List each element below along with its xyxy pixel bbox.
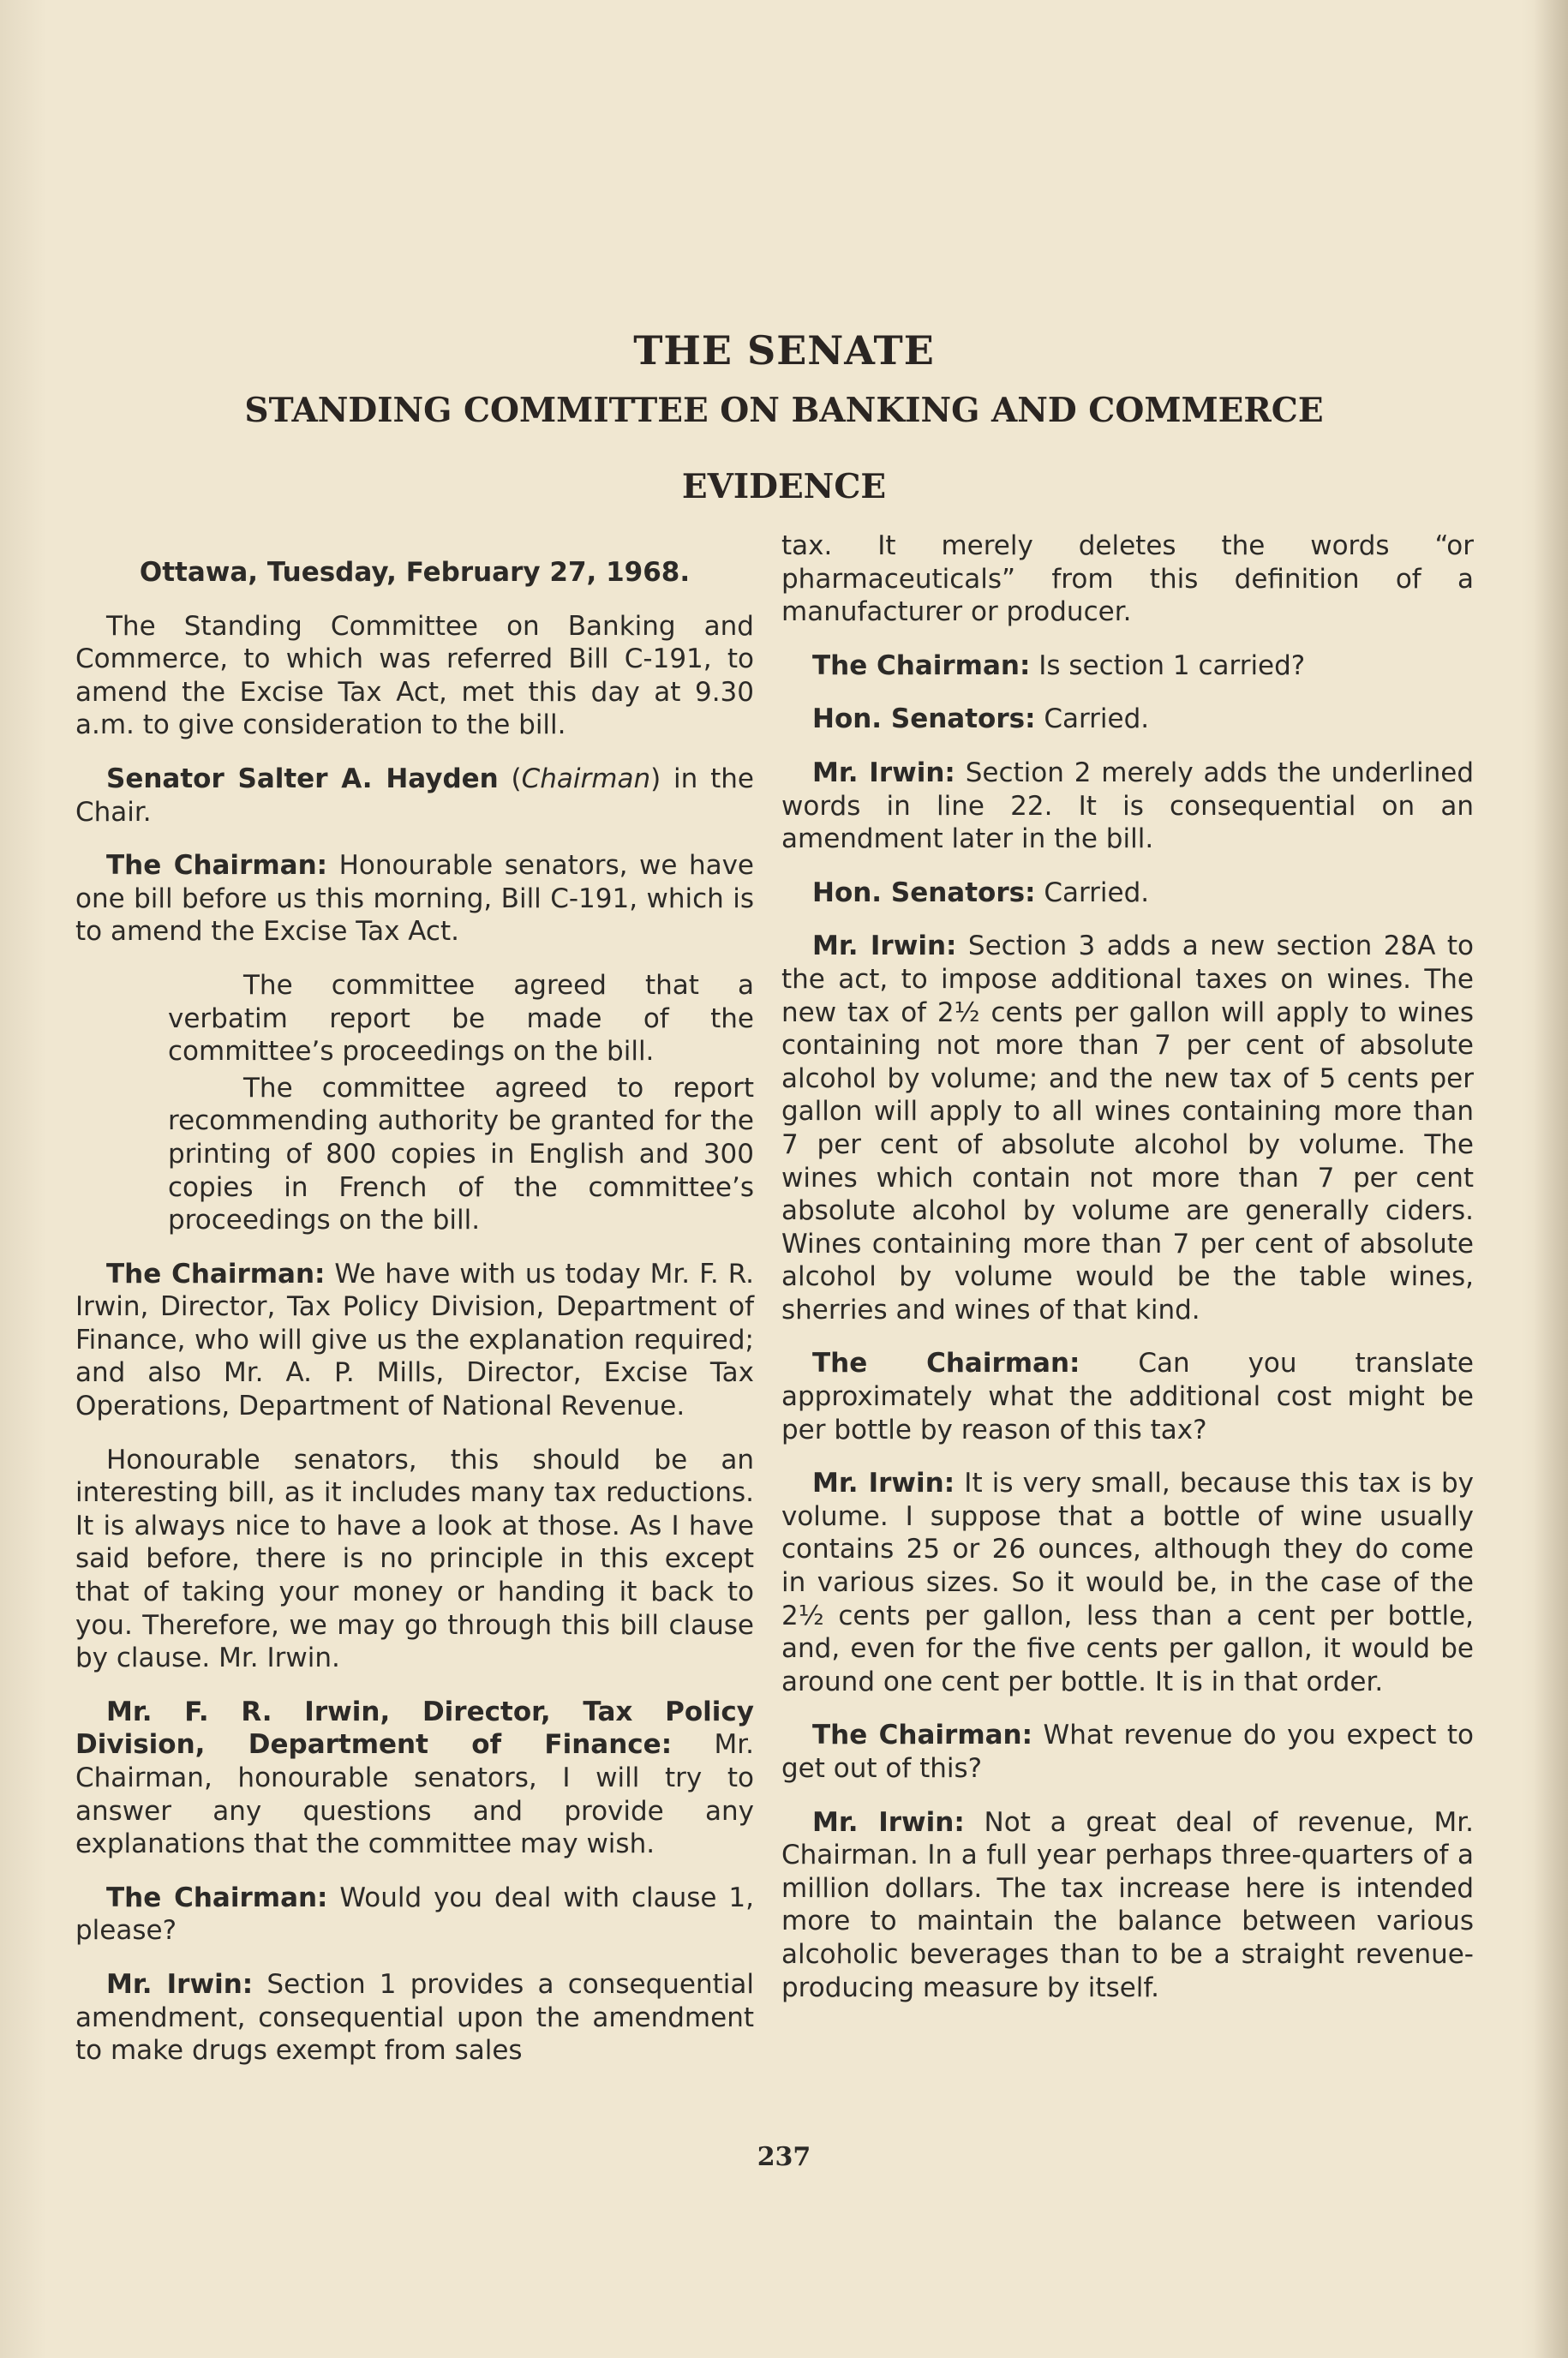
paragraph-text: Is section 1 carried? [1038,649,1306,681]
paragraph-text: in the Chair. [75,763,754,828]
right-column [781,530,1474,2025]
speaker: The Chairman: [812,1348,1080,1379]
paragraph [781,877,1474,910]
paragraph-text: Would you deal with clause 1, please? [75,1882,754,1947]
paragraph-text: The Standing Committee on Banking and Commerce, to which was referred Bill C-191, to amend the Excise Tax Act, met this day at 9.30 a.m. to give consideration to the bill. [75,610,754,741]
speaker: Mr. F. R. Irwin, Director, Tax Policy Division, Department of Finance: [75,1696,754,1761]
paragraph [75,1696,754,1861]
paragraph-text: Section 2 merely adds the underlined words in line 22. It is consequential on an amendment later in the bill. [781,757,1475,855]
paragraph [75,849,754,949]
paragraph [781,649,1474,683]
paragraph [781,1467,1474,1698]
paragraph [781,757,1474,856]
paragraph: Senator Salter A. Hayden (Chairman) in the Chair. [75,763,754,828]
paragraph-text: It is very small, because this tax is by volume. I suppose that a bottle of wine usually contains 25 or 26 ounces, although they do come in various sizes. So it would be, in the case of the 2½ cents per gallon, less than a cent per bottle, and, even for the five cents per gallon, it would be around one cent per bottle. It is in that order. [781,1468,1474,1697]
section-heading: EVIDENCE [681,467,887,506]
show-through-reverse-side [0,0,1568,531]
speaker: The Chairman: [106,850,328,882]
paragraph [781,1719,1474,1785]
document-title: THE SENATE [633,327,935,374]
paragraph-text: Section 1 provides a consequential amendment, consequential upon the amendment to make drugs exempt from sales [75,1968,755,2067]
paragraph [781,1806,1474,2005]
page-number: 237 [757,2142,811,2172]
paragraph-text: We have with us today Mr. F. R. Irwin, Director, Tax Policy Division, Department of Finance, who will give us the explanation required; and also Mr. A. P. Mills, Director, Excise Tax Operations, Department of National Revenue. [75,1258,754,1422]
paragraph-text: Mr. Chairman, honourable senators, I will try to answer any questions and provide any explanations that the committee may wish. [75,1729,755,1860]
paragraph [75,1882,754,1948]
speaker: The Chairman: [106,1882,328,1913]
paragraph [75,610,754,742]
paragraph-text: Not a great deal of revenue, Mr. Chairman. In a full year perhaps three-quarters of a million dollars. The tax increase here is intended more to maintain the balance between various alcoholic beverages than to be a straight revenue-producing measure by itself. [781,1806,1474,2003]
paragraph-text: Carried. [1044,703,1150,735]
paragraph-text: Section 3 adds a new section 28A to the act, to impose additional taxes on wines. The new tax of 2½ cents per gallon will apply to wines containing not more than 7 per cent of absolute alcohol by volume; and the new tax of 5 cents per gallon will apply to all wines containing more than 7 per cent of absolute alcohol by volume. The wines which contain not more than 7 per cent absolute alcohol by volume are generally ciders. Wines containing more than 7 per cent of absolute alcohol by volume would be the table wines, sherries and wines of that kind. [781,931,1475,1326]
speaker: Mr. Irwin: [812,1468,955,1499]
speaker: The Chairman: [812,649,1031,681]
paragraph [75,1258,754,1423]
speaker: Mr. Irwin: [812,1806,965,1838]
dateline: Ottawa, Tuesday, February 27, 1968. [139,557,691,588]
paragraph-text: What revenue do you expect to get out of this? [781,1720,1474,1784]
paragraph-text: Can you translate approximately what the additional cost might be per bottle by reason of this tax? [781,1348,1474,1445]
paragraph [75,1968,754,2068]
page-edge-shadow [1534,0,1568,2358]
paragraph [781,1347,1474,1446]
paragraph [781,930,1474,1326]
speaker: Mr. Irwin: [812,757,955,788]
paragraph: Honourable senators, this should be an interesting bill, as it includes many tax reductions. It is always nice to have a look at those. As I have said before, there is no principle in this except that of taking your money or handing it back to you. Therefore, we may go through this bill clause by clause. Mr. Irwin. [75,1444,754,1674]
speaker: The Chairman: [106,1258,326,1290]
speaker: The Chairman: [812,1720,1033,1751]
paragraph: tax. It merely deletes the words “or pharmaceuticals” from this definition of a manufacturer or producer. [781,530,1474,628]
paragraph-text: Honourable senators, we have one bill before us this morning, Bill C-191, which is to amend the Excise Tax Act. [75,850,755,948]
committee-resolution: The committee agreed that a verbatim report be made of the committee’s proceedings on the bill. [168,969,754,1068]
speaker: Mr. Irwin: [812,931,957,962]
speaker: Hon. Senators: [812,877,1036,908]
speaker: Senator Salter A. Hayden [106,763,499,794]
paragraph [781,703,1474,736]
committee-resolution: The committee agreed to report recommending authority be granted for the printing of 800 copies in English and 300 copies in French of the committee’s proceedings on the bill. [168,1072,754,1236]
left-column [75,530,754,2088]
paragraph-text: Carried. [1044,877,1150,908]
speaker-role: Chairman [521,763,651,794]
speaker: Hon. Senators: [812,703,1036,735]
speaker: Mr. Irwin: [106,1968,254,2000]
committee-name: STANDING COMMITTEE ON BANKING AND COMMERCE [244,391,1324,430]
